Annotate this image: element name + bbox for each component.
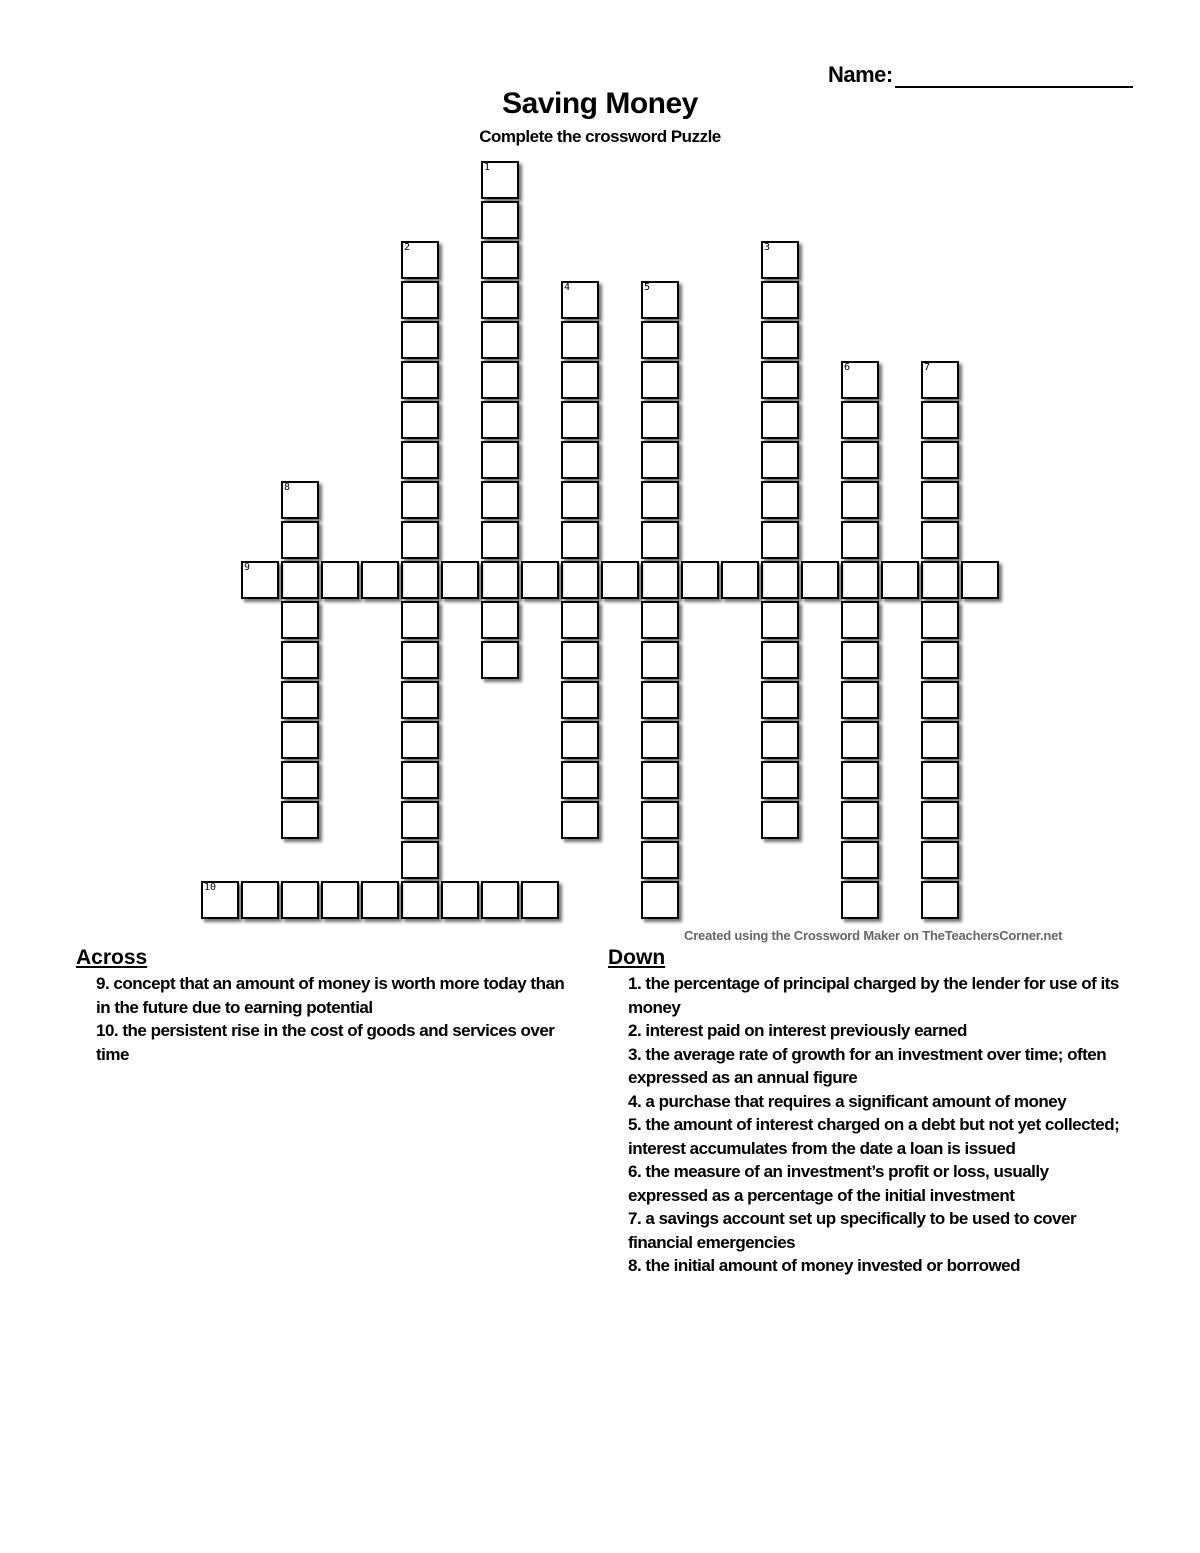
cell-number: 10 bbox=[204, 882, 217, 893]
crossword-cell[interactable] bbox=[841, 401, 879, 439]
crossword-cell[interactable] bbox=[401, 881, 439, 919]
crossword-cell[interactable] bbox=[761, 681, 799, 719]
crossword-cell[interactable] bbox=[481, 201, 519, 239]
crossword-cell[interactable] bbox=[561, 561, 599, 599]
crossword-cell[interactable] bbox=[841, 361, 879, 399]
crossword-cell[interactable] bbox=[561, 521, 599, 559]
crossword-cell[interactable] bbox=[241, 881, 279, 919]
crossword-cell[interactable] bbox=[641, 561, 679, 599]
crossword-cell[interactable] bbox=[401, 681, 439, 719]
crossword-cell[interactable] bbox=[761, 761, 799, 799]
crossword-cell[interactable] bbox=[641, 681, 679, 719]
crossword-cell[interactable] bbox=[281, 801, 319, 839]
crossword-cell[interactable] bbox=[561, 641, 599, 679]
crossword-cell[interactable] bbox=[761, 721, 799, 759]
crossword-cell[interactable] bbox=[761, 641, 799, 679]
crossword-cell[interactable] bbox=[921, 801, 959, 839]
clue-number: 9. bbox=[96, 974, 110, 993]
clue-text: the measure of an investment’s profit or loss, usually expressed as a percentage of the initial investment bbox=[628, 1162, 1049, 1205]
crossword-cell[interactable] bbox=[801, 561, 839, 599]
crossword-cell[interactable] bbox=[881, 561, 919, 599]
crossword-cell[interactable] bbox=[401, 441, 439, 479]
cell-number: 7 bbox=[924, 362, 931, 373]
clue-number: 3. bbox=[628, 1044, 642, 1064]
crossword-cell[interactable] bbox=[481, 321, 519, 359]
clue-down-6 bbox=[608, 1160, 1128, 1207]
crossword-cell[interactable] bbox=[921, 361, 959, 399]
crossword-cell[interactable] bbox=[401, 601, 439, 639]
crossword-cell[interactable] bbox=[761, 561, 799, 599]
crossword-cell[interactable] bbox=[841, 561, 879, 599]
crossword-cell[interactable] bbox=[561, 481, 599, 519]
clue-across-9 bbox=[76, 972, 576, 1019]
crossword-cell[interactable] bbox=[201, 881, 239, 919]
crossword-cell[interactable] bbox=[401, 361, 439, 399]
clue-text: a savings account set up specifically to be used to cover financial emergencies bbox=[628, 1209, 1077, 1252]
clue-text: the initial amount of money invested or borrowed bbox=[645, 1256, 1021, 1275]
crossword-cell[interactable] bbox=[401, 761, 439, 799]
cell-number: 1 bbox=[484, 162, 491, 173]
crossword-cell[interactable] bbox=[921, 401, 959, 439]
crossword-cell[interactable] bbox=[841, 481, 879, 519]
crossword-cell[interactable] bbox=[401, 721, 439, 759]
clue-text: interest paid on interest previously earned bbox=[645, 1021, 967, 1040]
crossword-cell[interactable] bbox=[281, 601, 319, 639]
crossword-cell[interactable] bbox=[921, 721, 959, 759]
clue-down-5 bbox=[608, 1113, 1128, 1160]
crossword-cell[interactable] bbox=[481, 401, 519, 439]
clue-down-8 bbox=[608, 1254, 1128, 1278]
crossword-cell[interactable] bbox=[921, 481, 959, 519]
crossword-cell[interactable] bbox=[561, 441, 599, 479]
crossword-cell[interactable] bbox=[761, 521, 799, 559]
clue-number: 4. bbox=[628, 1091, 642, 1111]
crossword-cell[interactable] bbox=[761, 801, 799, 839]
crossword-cell[interactable] bbox=[281, 561, 319, 599]
crossword-cell[interactable] bbox=[401, 561, 439, 599]
crossword-cell[interactable] bbox=[281, 761, 319, 799]
crossword-cell[interactable] bbox=[481, 241, 519, 279]
clue-down-3 bbox=[608, 1043, 1128, 1090]
crossword-cell[interactable] bbox=[641, 601, 679, 639]
crossword-cell[interactable] bbox=[841, 841, 879, 879]
crossword-cell[interactable] bbox=[441, 881, 479, 919]
crossword-cell[interactable] bbox=[641, 481, 679, 519]
crossword-cell[interactable] bbox=[481, 161, 519, 199]
crossword-cell[interactable] bbox=[641, 441, 679, 479]
crossword-cell[interactable] bbox=[561, 801, 599, 839]
crossword-cell[interactable] bbox=[321, 561, 359, 599]
clue-number: 7. bbox=[628, 1209, 642, 1228]
crossword-cell[interactable] bbox=[841, 521, 879, 559]
page-subtitle: Complete the crossword Puzzle bbox=[479, 127, 721, 146]
crossword-cell[interactable] bbox=[761, 401, 799, 439]
crossword-cell[interactable] bbox=[921, 561, 959, 599]
crossword-cell[interactable] bbox=[641, 721, 679, 759]
crossword-cell[interactable] bbox=[561, 401, 599, 439]
crossword-cell[interactable] bbox=[841, 721, 879, 759]
crossword-cell[interactable] bbox=[481, 281, 519, 319]
crossword-cell[interactable] bbox=[641, 521, 679, 559]
crossword-cell[interactable] bbox=[721, 561, 759, 599]
crossword-cell[interactable] bbox=[601, 561, 639, 599]
crossword-cell[interactable] bbox=[281, 521, 319, 559]
crossword-cell[interactable] bbox=[841, 801, 879, 839]
crossword-cell[interactable] bbox=[481, 881, 519, 919]
crossword-cell[interactable] bbox=[841, 761, 879, 799]
crossword-cell[interactable] bbox=[761, 281, 799, 319]
across-clues bbox=[76, 946, 576, 1066]
crossword-cell[interactable] bbox=[281, 481, 319, 519]
crossword-cell[interactable] bbox=[921, 641, 959, 679]
name-label: Name: bbox=[828, 62, 893, 87]
cell-number: 8 bbox=[284, 482, 291, 493]
crossword-cell[interactable] bbox=[401, 281, 439, 319]
crossword-cell[interactable] bbox=[561, 601, 599, 639]
crossword-cell[interactable] bbox=[921, 841, 959, 879]
crossword-cell[interactable] bbox=[481, 441, 519, 479]
clue-text: the persistent rise in the cost of goods and services over time bbox=[96, 1021, 555, 1064]
crossword-cell[interactable] bbox=[401, 401, 439, 439]
crossword-cell[interactable] bbox=[921, 601, 959, 639]
crossword-cell[interactable] bbox=[521, 881, 559, 919]
clue-number: 6. bbox=[628, 1162, 642, 1181]
crossword-cell[interactable] bbox=[961, 561, 999, 599]
crossword-cell[interactable] bbox=[841, 641, 879, 679]
cell-number: 4 bbox=[564, 282, 571, 293]
crossword-cell[interactable] bbox=[401, 641, 439, 679]
crossword-cell[interactable] bbox=[401, 241, 439, 279]
crossword-cell[interactable] bbox=[401, 521, 439, 559]
crossword-cell[interactable] bbox=[681, 561, 719, 599]
across-heading: Across bbox=[76, 946, 148, 969]
clue-text: concept that an amount of money is worth more today than in the future due to earning potential bbox=[96, 974, 565, 1017]
down-heading: Down bbox=[608, 946, 666, 969]
crossword-cell[interactable] bbox=[281, 681, 319, 719]
crossword-cell[interactable] bbox=[521, 561, 559, 599]
clue-down-4 bbox=[608, 1090, 1128, 1114]
crossword-cell[interactable] bbox=[841, 881, 879, 919]
crossword-cell[interactable] bbox=[641, 841, 679, 879]
crossword-cell[interactable] bbox=[401, 801, 439, 839]
crossword-cell[interactable] bbox=[561, 321, 599, 359]
cell-number: 3 bbox=[764, 242, 771, 253]
crossword-cell[interactable] bbox=[921, 521, 959, 559]
clue-down-2 bbox=[608, 1019, 1128, 1043]
crossword-cell[interactable] bbox=[481, 601, 519, 639]
clue-number: 1. bbox=[628, 974, 642, 993]
crossword-cell[interactable] bbox=[641, 641, 679, 679]
crossword-cell[interactable] bbox=[761, 601, 799, 639]
crossword-cell[interactable] bbox=[361, 881, 399, 919]
crossword-cell[interactable] bbox=[641, 401, 679, 439]
crossword-cell[interactable] bbox=[481, 561, 519, 599]
crossword-cell[interactable] bbox=[401, 321, 439, 359]
clue-across-10 bbox=[76, 1019, 576, 1066]
crossword-cell[interactable] bbox=[641, 881, 679, 919]
crossword-cell[interactable] bbox=[481, 641, 519, 679]
clue-number: 10. bbox=[96, 1021, 119, 1040]
clue-text: the percentage of principal charged by the lender for use of its money bbox=[628, 974, 1119, 1017]
crossword-cell[interactable] bbox=[401, 481, 439, 519]
crossword-cell[interactable] bbox=[761, 441, 799, 479]
clue-number: 5. bbox=[628, 1115, 642, 1134]
crossword-cell[interactable] bbox=[641, 281, 679, 319]
crossword-cell[interactable] bbox=[561, 681, 599, 719]
crossword-cell[interactable] bbox=[841, 441, 879, 479]
cell-number: 2 bbox=[404, 242, 411, 253]
cell-number: 9 bbox=[244, 562, 251, 573]
crossword-cell[interactable] bbox=[481, 481, 519, 519]
clue-number: 8. bbox=[628, 1256, 642, 1275]
clue-text: the average rate of growth for an investment over time; often expressed as an annual figure bbox=[628, 1044, 1107, 1087]
crossword-cell[interactable] bbox=[761, 241, 799, 279]
crossword-cell[interactable] bbox=[561, 361, 599, 399]
page-title: Saving Money bbox=[502, 87, 698, 120]
crossword-cell[interactable] bbox=[321, 881, 359, 919]
crossword-cell[interactable] bbox=[281, 641, 319, 679]
crossword-cell[interactable] bbox=[281, 881, 319, 919]
clue-down-1 bbox=[608, 972, 1128, 1019]
crossword-cell[interactable] bbox=[921, 881, 959, 919]
crossword-cell[interactable] bbox=[641, 801, 679, 839]
clue-text: the amount of interest charged on a debt but not yet collected; interest accumulates from the date a loan is issued bbox=[628, 1115, 1120, 1158]
clue-down-7 bbox=[608, 1207, 1128, 1254]
crossword-cell[interactable] bbox=[841, 601, 879, 639]
crossword-cell[interactable] bbox=[841, 681, 879, 719]
crossword-cell[interactable] bbox=[561, 281, 599, 319]
crossword-cell[interactable] bbox=[401, 841, 439, 879]
clue-number: 2. bbox=[628, 1021, 642, 1040]
crossword-cell[interactable] bbox=[561, 761, 599, 799]
crossword-cell[interactable] bbox=[641, 321, 679, 359]
down-clues bbox=[608, 946, 1128, 1278]
crossword-cell[interactable] bbox=[921, 761, 959, 799]
crossword-cell[interactable] bbox=[561, 721, 599, 759]
crossword-cell[interactable] bbox=[481, 361, 519, 399]
cell-number: 6 bbox=[844, 362, 851, 373]
crossword-cell[interactable] bbox=[441, 561, 479, 599]
crossword-cell[interactable] bbox=[481, 521, 519, 559]
credit-line: Created using the Crossword Maker on TheTeachersCorner.net bbox=[684, 928, 1063, 943]
crossword-cell[interactable] bbox=[761, 481, 799, 519]
crossword-cell[interactable] bbox=[921, 441, 959, 479]
clue-text: a purchase that requires a significant amount of money bbox=[645, 1091, 1067, 1111]
crossword-cell[interactable] bbox=[921, 681, 959, 719]
crossword-cell[interactable] bbox=[241, 561, 279, 599]
cell-number: 5 bbox=[644, 282, 651, 293]
crossword-cell[interactable] bbox=[761, 321, 799, 359]
crossword-cell[interactable] bbox=[761, 361, 799, 399]
crossword-cell[interactable] bbox=[641, 761, 679, 799]
crossword-cell[interactable] bbox=[281, 721, 319, 759]
crossword-cell[interactable] bbox=[641, 361, 679, 399]
crossword-cell[interactable] bbox=[361, 561, 399, 599]
